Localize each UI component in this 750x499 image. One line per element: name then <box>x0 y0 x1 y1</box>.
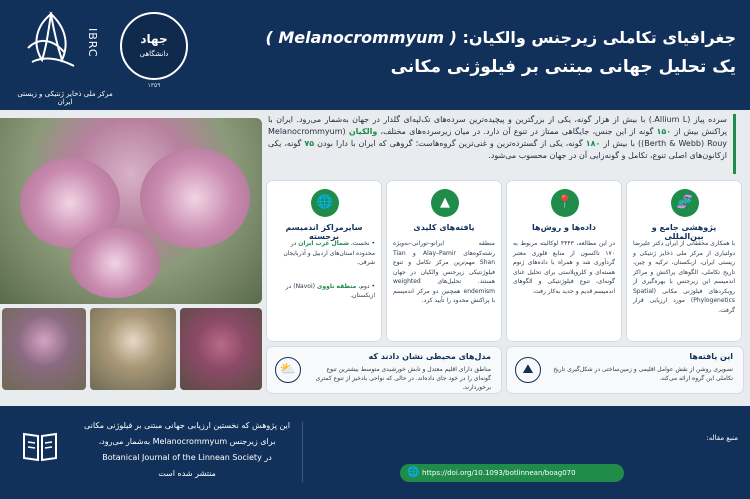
footer-publication <box>14 412 302 492</box>
endemism-item-2: • دوم، منطقه ناووی (Navoi) در ازبکستان. <box>285 282 375 299</box>
intro-part-5: گونه، یکی ازکانون‌های اصلی تنوع، تکامل و گونه‌زایی آن در جهان محسوب می‌شود. <box>268 139 727 160</box>
intro-part-1: سرده پیاز (Allium L.) با بیش از هزار گونه، یکی از بزرگترین و پیچیده‌ترین سرده‌های تک‌لپه‌ای گلدار در جهان به‌شمار می‌رود. ایران با پراکنش بیش از <box>268 115 727 136</box>
publication-text <box>72 418 302 482</box>
title-line-1-latin: ( Melanocrommyum ) <box>265 28 457 47</box>
ibrc-abbr: IBRC <box>86 28 99 58</box>
intro-paragraph <box>268 114 736 174</box>
mountain-icon: ▲ <box>431 189 459 217</box>
dna-icon: 🧬 <box>671 189 699 217</box>
jehad-year: ۱۳۵۹ <box>147 82 161 89</box>
allium-photo-small-3 <box>180 308 262 390</box>
brand-caption: مرکز ملی ذخایر ژنتیکی و زیستی ایران <box>17 90 113 106</box>
doi-link[interactable] <box>400 464 624 482</box>
intro-count-3: ۷۵ <box>304 139 315 148</box>
card-body: منطقه ایرانو–تورانی–به‌ویژه رشته‌کوه‌های Alay–Pamir و Tian Shan مهم‌ترین مرکز تکامل و تنوع فیلوژنتیکی زیرجنس والکیان در جهان هستند. تحلیل‌های weighted endemism همچنین دو مرکز اندمیسم با پراکنش محدود را تأیید کرد. <box>393 240 495 304</box>
endemism-item-2-highlight: منطقه ناووی <box>316 282 357 290</box>
allium-main-photo <box>0 118 262 304</box>
reference-label: منبع مقاله: <box>706 434 738 442</box>
jehad-seal-circle <box>120 12 188 80</box>
card-body <box>273 239 375 301</box>
intro-part-3: (Melanocrommyum (Berth & Webb) Rouy) با بیش از <box>268 127 728 148</box>
info-cards <box>266 180 744 342</box>
jehad-subtitle: دانشگاهی <box>139 50 169 58</box>
note-body: تصویری روشن از نقش عوامل اقلیمی و زمین‌ساختی در شکل‌گیری تاریخ تکاملی این گروه ارائه می‌کند. <box>553 366 733 382</box>
ibrc-brand <box>10 8 120 108</box>
card-data-methods <box>506 180 622 342</box>
card-body: در این مطالعه، ۴۴۴۳ لوکالیته مربوط به ۱۷۰ تاکسون از منابع فلوری معتبر گردآوری شد و همراه با داده‌های ژنوم هسته‌ای و کلروپلاستی برای تحلیل غنای گونه‌ای، تنوع فیلوژنتیکی و الگوهای اندمیسم قدیم و جدید به‌کار رفت. <box>513 240 615 295</box>
publication-line-3: در Botanical Journal of the Linnean Society <box>102 453 272 462</box>
card-title: داده‌ها و روش‌ها <box>532 223 596 232</box>
intro-highlight: والکیان <box>348 127 378 136</box>
title-line-1-fa: جغرافیای تکاملی زیرجنس والکیان: <box>462 28 736 47</box>
intro-count-1: ۱۵۰ <box>656 127 672 136</box>
intro-part-2: گونه از این جنس، جایگاهی ممتاز در تنوع آن دارد. در میان زیرسرده‌های مختلف، <box>377 127 657 136</box>
ibrc-leaf-logo <box>18 8 84 74</box>
card-endemism-centers <box>266 180 382 342</box>
weather-icon: ⛅ <box>275 357 301 383</box>
endemism-item-1-rest: در محدوده استان‌های اردبیل و آذربایجان شرقی. <box>283 240 375 266</box>
card-title: پژوهشی جامع و بین‌المللی <box>651 223 717 241</box>
endemism-item-2-rest: (Navoi) در ازبکستان. <box>285 282 375 299</box>
title-line-2: یک تحلیل جهانی مبتنی بر فیلوژنی مکانی <box>390 57 736 77</box>
jehad-seal <box>120 12 188 90</box>
card-title: سایرمراکز اندمیسم برجسته <box>285 223 363 241</box>
card-title: یافته‌های کلیدی <box>413 223 475 232</box>
card-key-findings <box>386 180 502 342</box>
publication-line-2: برای زیرجنس Melanocrommyum به‌شمار می‌رود، <box>98 437 276 446</box>
note-findings <box>506 346 744 394</box>
header-banner <box>0 0 750 110</box>
footer-divider <box>302 422 303 482</box>
doi-text[interactable]: https://doi.org/10.1093/botlinnean/boag070 <box>422 469 576 477</box>
page-title <box>216 28 736 77</box>
card-research <box>626 180 742 342</box>
intro-part-4: گونه، یکی از گسترده‌ترین و غنی‌ترین گروه‌هاست؛ گروهی که ایران با دارا بودن <box>314 139 586 148</box>
note-title: مدل‌های محیطی نشان دادند که <box>368 352 491 361</box>
allium-photo-small-2 <box>90 308 176 390</box>
flower-cluster <box>70 228 160 298</box>
jehad-title: جهاد <box>140 32 168 46</box>
allium-photo-small-1 <box>2 308 86 390</box>
note-body: مناطق دارای اقلیم معتدل و تابش خورشیدی متوسط بیشترین تنوع گونه‌ای را در خود جای داده‌اند. در حالی که نواحی بادخیز از تنوع کمتری برخوردارند. <box>315 366 491 391</box>
note-environment <box>266 346 502 394</box>
footer <box>0 406 750 499</box>
footer-reference <box>310 412 738 492</box>
endemism-item-1-highlight: شمال غرب ایران <box>298 240 349 247</box>
publication-line-4: منتشر شده است <box>158 469 216 478</box>
book-icon <box>20 426 60 466</box>
endemism-item-2-label: دوم، <box>356 282 370 290</box>
flower-cluster <box>140 148 250 248</box>
intro-count-2: ۱۸۰ <box>585 139 601 148</box>
endemism-item-1-label: نخست، <box>348 240 370 247</box>
endemism-item-1: • نخست، شمال غرب ایران در محدوده استان‌های اردبیل و آذربایجان شرقی. <box>283 240 375 266</box>
mountains-icon: ⛰ <box>515 357 541 383</box>
card-body: با همکاری محققانی از ایران دکتر علیرضا دولتیاری از مرکز ملی ذخایر ژنتیکی و زیستی ایران، ازبکستان، ترکیه و چین، تاریخ تکاملی، الگوهای پراکنش و مراکز اندمیسم این زیرجنس با بهره‌گیری از رویکردهای فیلوژنی مکانی (Spatial Phylogenetics) مورد ارزیابی قرار گرفت. <box>633 240 735 314</box>
globe-icon: 🌐 <box>311 189 339 217</box>
map-pin-icon: 📍 <box>551 189 579 217</box>
title-line-1 <box>216 28 736 47</box>
globe-icon: 🌐 <box>407 467 420 478</box>
note-title: این یافته‌ها <box>689 352 733 361</box>
publication-line-1: این پژوهش که نخستین ارزیابی جهانی مبتنی بر فیلوژنی مکانی <box>83 421 290 430</box>
